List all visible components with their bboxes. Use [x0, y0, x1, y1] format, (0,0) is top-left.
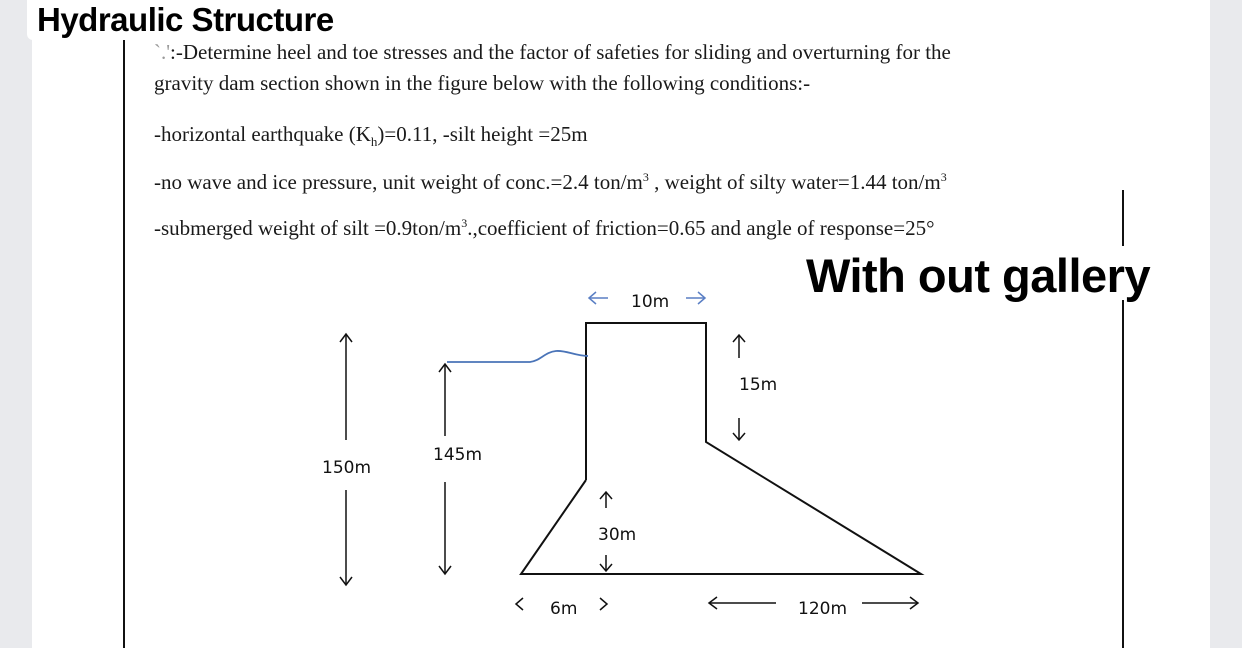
total-height-label: 150m — [322, 458, 372, 478]
water-height-dimension — [439, 364, 451, 574]
page-title: Hydraulic Structure — [27, 0, 344, 40]
problem-intro-line-2: gravity dam section shown in the figure below with the following conditions:- — [154, 71, 811, 95]
condition-line-3: -submerged weight of silt $=0.9ton/m^3.,coefficient$ of friction=0.65 and angle of response=25° — [154, 216, 935, 240]
toe-width-label: 120m — [798, 599, 848, 619]
water-surface-line — [447, 351, 588, 362]
question-number-mark: `.' — [154, 40, 171, 64]
condition-line-2: -no wave and ice pressure, unit weight of conc.=2.4 ton/$m^3$ , weight of silty water=1.44 ton/$m^3$ — [154, 170, 947, 194]
freeboard-height-label: 15m — [739, 375, 778, 395]
heel-width-label: 6m — [550, 599, 578, 619]
without-gallery-note: With out gallery — [806, 249, 1151, 302]
condition-line-1: -horizontal earthquake $(K_h)=0.11$, -silt height =25m — [154, 122, 588, 150]
water-height-label: 145m — [433, 445, 483, 465]
top-width-label: 10m — [631, 292, 670, 312]
heel-height-label: 30m — [598, 525, 637, 545]
problem-intro-line-1: `.':-Determine heel and toe stresses and the factor of safeties for sliding and overturning for the — [154, 40, 951, 64]
dam-outline — [521, 323, 921, 574]
